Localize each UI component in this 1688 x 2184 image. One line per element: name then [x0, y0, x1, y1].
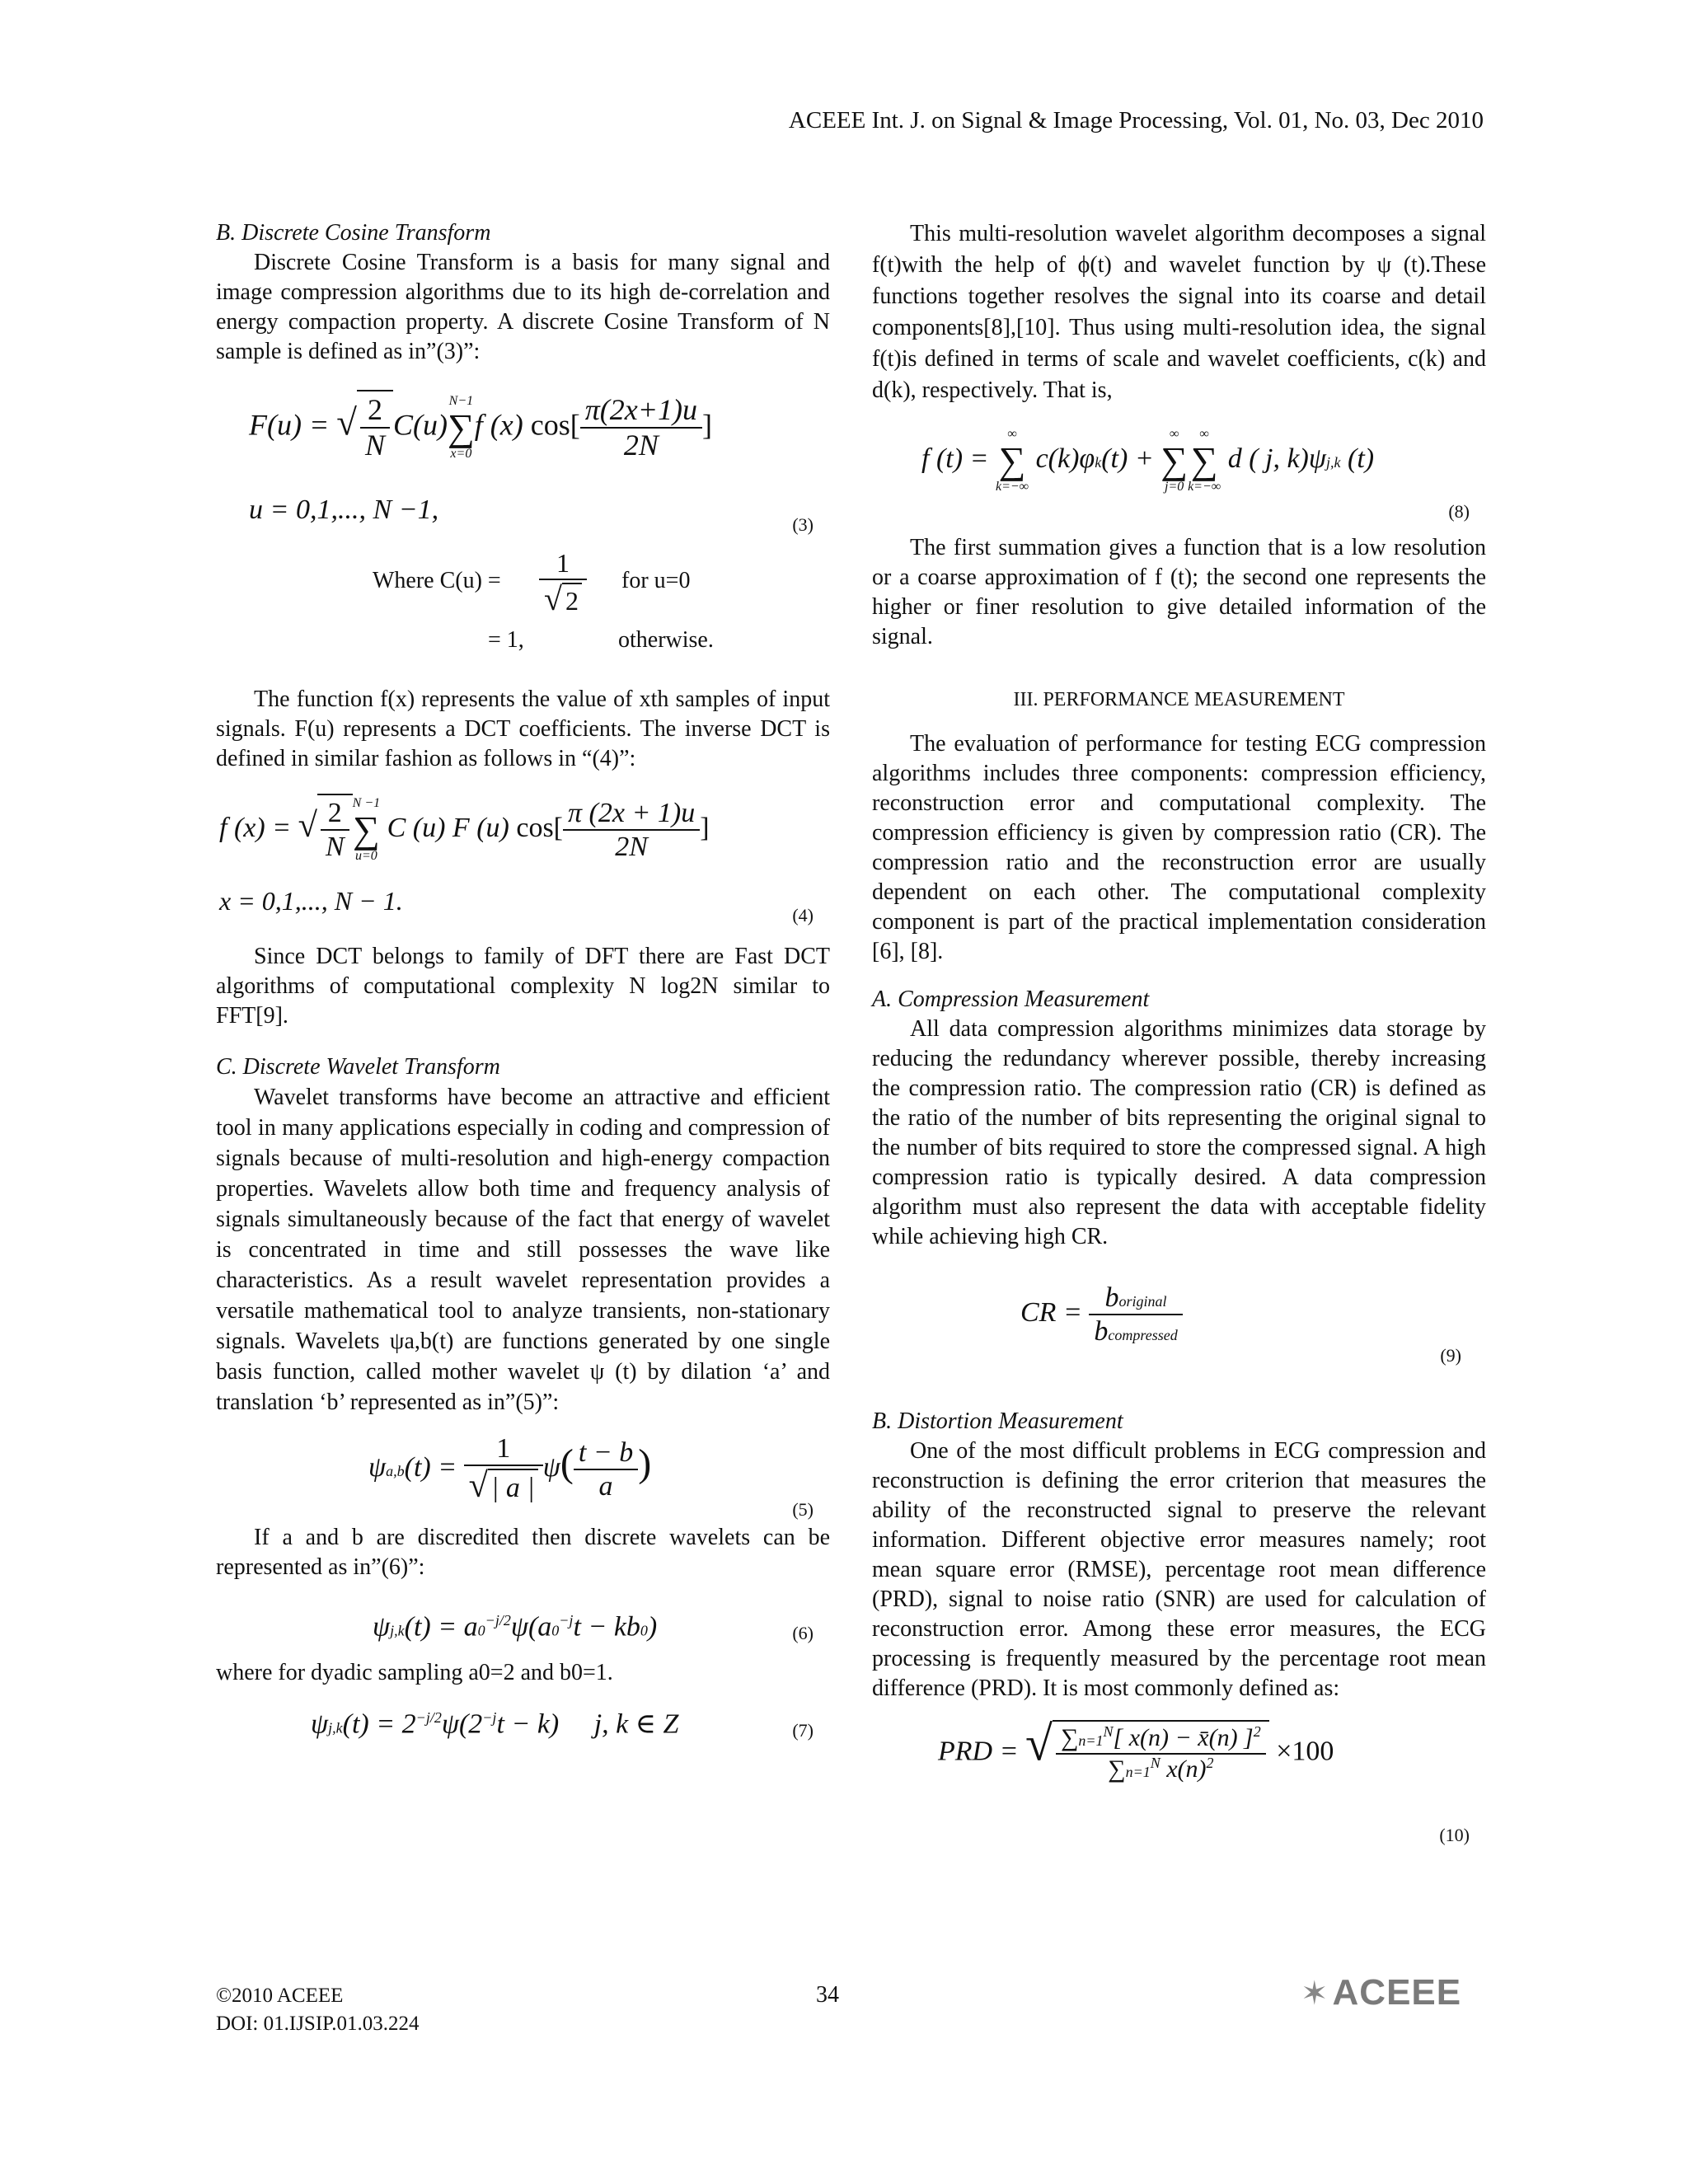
section-b-heading: B. Discrete Cosine Transform	[216, 220, 491, 246]
paragraph-dct-intro: Discrete Cosine Transform is a basis for many signal and image compression algorithms due to its high de-correlation and energy compaction property. A discrete Cosine Transform of N sample is defined as in”(3)”:	[216, 250, 830, 364]
paragraph-wavelet-intro: Wavelet transforms have become an attractive and efficient tool in many applications especially in coding and compression of signals because of multi-resolution and high-energy compaction properties. Wavelets allow both time and frequency analysis of signals simultaneously because of the fact that energy of wavelet is concentrated in time and still possesses the wave like characteristics. As a result wavelet representation provides a versatile mathematical tool to analyze transients, non-stationary signals. Wavelets ψa,b(t) are functions generated by one single basis function, called mother wavelet ψ (t) by dilation ‘a’ and translation ‘b’ represented as in”(5)”:	[216, 1085, 830, 1415]
paragraph-distortion: One of the most difficult problems in ECG compression and reconstruction is defining the error criterion that measures the ability of the reconstructed signal to preserve the relevant information. Different objective error measures namely; root mean square error (RMSE), percentage root mean difference (PRD), signal to noise ratio (SNR) are used for calculation of reconstruction error. Among these error measures, the ECG processing is frequently measured by the percentage root mean difference (PRD). It is most commonly defined as:	[872, 1438, 1486, 1701]
equation-10: PRD = √ $\frac{\sum n=1^N[ x(n) - x̄(n) ]^2}{\sum n=1^N x(n)^2}$ ×100 (10)	[938, 1716, 1470, 1845]
equation-3: F(u) = √ $\frac{2}{N}$ C(u) N−1 ∑ x=0 f (x) cos[ $\frac{\pi(2x+1)u}{2N}$ ]	[216, 382, 830, 495]
section-a-heading: A. Compression Measurement	[872, 987, 1150, 1012]
right-column	[872, 218, 1486, 1845]
page-number: 34	[816, 1982, 839, 2008]
paragraph-compression: All data compression algorithms minimizes data storage by reducing the redundancy wherever possible, thereby increasing the compression ratio. The compression ratio (CR) is defined as the ratio of the number of bits representing the original signal to the number of bits required to store the compressed signal. A high compression ratio is typically desired. A data compression algorithm must also represent the data with acceptable fidelity while achieving high CR.	[872, 1016, 1486, 1249]
copyright: ©2010 ACEEE	[216, 1985, 344, 2007]
equation-8: f (t) = ∞ ∑ k=−∞ c(k)φk(t) + ∞ ∑ j=0 ∞ ∑ k=−∞ d ( j, k)ψj,k (t) (8)	[921, 427, 1470, 522]
paragraph-discrete-wavelets: If a and b are discredited then discrete wavelets can be represented as in”(6)”:	[216, 1525, 830, 1580]
paragraph-performance: The evaluation of performance for testing ECG compression algorithms includes three components: compression efficiency, reconstruction error and computational complexity. The compression efficiency is given by compression ratio (CR). The compression ratio and the reconstruction error are usually dependent on each other. The computational complexity component is part of the practical implementation consideration [6], [8].	[872, 731, 1486, 964]
otherwise-line: = 1, otherwise.	[488, 627, 714, 653]
footer-info	[216, 1982, 420, 2038]
section-c-heading: C. Discrete Wavelet Transform	[216, 1054, 500, 1080]
paragraph-dyadic: where for dyadic sampling a0=2 and b0=1.	[216, 1660, 613, 1685]
left-column	[216, 218, 830, 1752]
paragraph-dct-function: The function f(x) represents the value of xth samples of input signals. F(u) represents a DCT coefficients. The inverse DCT is defined in similar fashion as follows in “(4)”:	[216, 687, 830, 771]
equation-7: $\psi j,k(t) = 2^{-j/2}\psi(2^{-j}t - k)$ j, k ∈ Z (7)	[311, 1708, 814, 1741]
equation-6: $\psi j,k(t) = a0^{-j/2}\psi(a0^{-j}t - kb0)$ (6)	[373, 1611, 814, 1643]
journal-header: ACEEE Int. J. on Signal & Image Processing, Vol. 01, No. 03, Dec 2010	[788, 107, 1484, 134]
paragraph-fast-dct: Since DCT belongs to family of DFT there are Fast DCT algorithms of computational complexity N log2N similar to FFT[9].	[216, 944, 830, 1029]
where-line: Where C(u) = $\frac{1}{√ 2}$ for u=0	[373, 548, 691, 617]
paragraph-multiresolution: This multi-resolution wavelet algorithm decomposes a signal f(t)with the help of ϕ(t) and wavelet function by ψ (t).These functions together resolves the signal into its coarse and detail components[8],[10]. Thus using multi-resolution idea, the signal f(t)is defined in terms of scale and wavelet coefficients, c(k) and d(k), respectively. That is,	[872, 221, 1486, 403]
equation-5: ψa,b(t) = $\frac{1}{√ | a |}$ ψ( $\frac{t - b}{a}$ ) (5)	[368, 1433, 814, 1520]
section-3-heading: III. PERFORMANCE MEASUREMENT	[1013, 689, 1345, 710]
star-icon: ✶	[1301, 1975, 1329, 2012]
paragraph-first-summation: The first summation gives a function that is a low resolution or a coarse approximation of f (t); the second one represents the higher or finer resolution to give detailed information of the signal.	[872, 535, 1486, 649]
equation-4-range: x = 0,1,..., N − 1. (4)	[219, 886, 814, 926]
equation-9: CR = $\frac{\text{boriginal}}{\text{bcompressed}}$ (9)	[1020, 1282, 1461, 1366]
doi: DOI: 01.IJSIP.01.03.224	[216, 2013, 420, 2035]
aceee-logo: ✶ACEEE	[1301, 1972, 1462, 2013]
equation-4: f (x) = √ $\frac{2}{N}$ N −1 ∑ u=0 C (u) F (u) cos[ $\frac{\pi (2x + 1)u}{2N}$ ]	[216, 789, 830, 886]
section-b2-heading: B. Distortion Measurement	[872, 1408, 1123, 1434]
equation-3-range: u = 0,1,..., N −1, (3)	[249, 494, 814, 535]
